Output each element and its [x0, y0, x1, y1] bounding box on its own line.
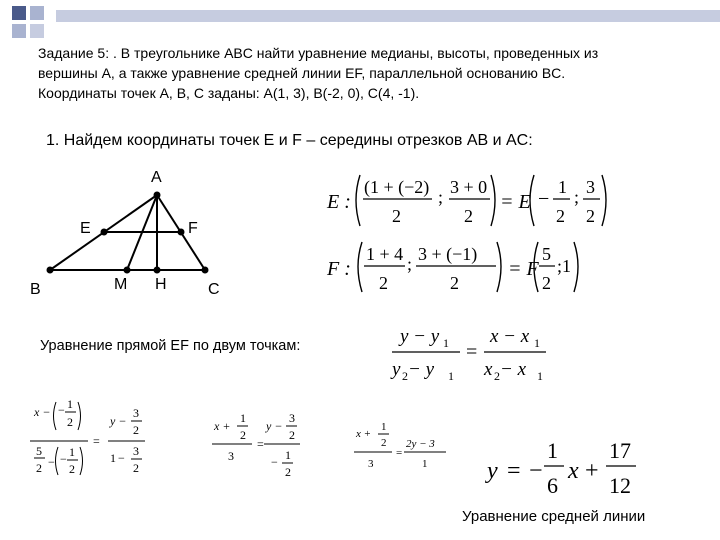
- formula-e-rsep: ;: [574, 187, 580, 207]
- label-e: E: [80, 220, 91, 237]
- header-decoration: [0, 0, 720, 40]
- formula-e-rden2: 2: [586, 206, 595, 226]
- step-c-x-plus: x +: [356, 428, 372, 440]
- median-am: [127, 195, 157, 270]
- label-c: C: [208, 281, 220, 298]
- point-c: [202, 267, 209, 274]
- header-square-light-3: [30, 24, 44, 38]
- step-b-two3: 2: [285, 465, 291, 479]
- line-eq-num-left: y − y: [400, 326, 440, 347]
- step-c-three: 3: [368, 458, 374, 470]
- formula-e-rnum1: 1: [558, 177, 567, 197]
- step-a-two2: 2: [36, 461, 42, 475]
- final-eq: =: [507, 458, 521, 484]
- formula-f-num2: 3 + (−1): [418, 244, 478, 264]
- formula-f-rnum: 5: [542, 244, 551, 264]
- step-a-two3: 2: [69, 462, 75, 476]
- step-c-two-y-minus: 2y − 3: [406, 438, 435, 450]
- task-line-1: Задание 5: . В треугольнике ABC найти уравнение медианы, высоты, проведенных из: [38, 45, 599, 61]
- formula-e-sep: ;: [438, 187, 444, 207]
- final-y: y: [487, 458, 498, 484]
- line-eq-equals: =: [466, 341, 478, 363]
- final-d1: 6: [547, 473, 558, 498]
- header-band: [0, 0, 720, 40]
- point-a: [154, 192, 161, 199]
- line-eq-num-right: x − x: [490, 326, 530, 347]
- point-m: [124, 267, 131, 274]
- formula-f-rtail: ;1: [557, 256, 572, 276]
- line-eq-den-left-sub2: 2: [402, 369, 408, 383]
- line-eq-den-left-mid: − y: [408, 359, 435, 380]
- formula-f-rden: 2: [542, 273, 551, 293]
- step-b-eq: =: [257, 437, 264, 451]
- formula-e-neg: −: [538, 188, 550, 210]
- step-b-one: 1: [240, 411, 246, 425]
- label-h: H: [155, 276, 167, 293]
- label-f: F: [188, 220, 198, 237]
- final-n1: 1: [547, 438, 558, 463]
- label-m: M: [114, 276, 128, 293]
- line-eq-den-right-sub1: 1: [537, 369, 543, 383]
- line-eq-den-left-y: y: [392, 359, 401, 380]
- step-b-three1: 3: [228, 449, 234, 463]
- step-c-eq: =: [396, 447, 403, 459]
- step-a-x-minus: x −: [34, 405, 51, 419]
- point-f: [178, 229, 185, 236]
- final-n2: 17: [609, 438, 631, 463]
- line-eq-den-right-sub2: 2: [494, 369, 500, 383]
- formula-e-den2: 2: [464, 206, 473, 226]
- formula-e-num1: (1 + (−2): [364, 177, 430, 197]
- formula-e-rnum2: 3: [586, 177, 595, 197]
- step-b-y-minus: y −: [266, 419, 283, 433]
- final-d2: 12: [609, 473, 631, 498]
- point-b: [47, 267, 54, 274]
- formula-f-den1: 2: [379, 273, 388, 293]
- step-a-two1: 2: [67, 415, 73, 429]
- task-line-3: Координаты точек A, B, C заданы: A(1, 3), B(-2, 0), C(4, -1).: [38, 85, 420, 101]
- step-b-three2: 3: [289, 411, 295, 425]
- side-ac: [157, 195, 205, 270]
- midline-caption: Уравнение средней линии: [462, 508, 646, 525]
- step-b-x-plus: x +: [214, 419, 231, 433]
- point-e: [101, 229, 108, 236]
- formula-e-num2: 3 + 0: [450, 177, 488, 197]
- step-c-one: 1: [381, 421, 387, 433]
- step-a-three1: 3: [133, 406, 139, 420]
- header-square-dark: [12, 6, 26, 20]
- step-a-one1: 1: [67, 397, 73, 411]
- step-a-one2: 1: [69, 445, 75, 459]
- step-a-eq: =: [93, 434, 100, 448]
- line-eq-den-right-mid: − x: [500, 359, 527, 380]
- step-b-neg: −: [271, 455, 278, 469]
- step-a-neg3: −: [60, 452, 67, 466]
- step-b-two2: 2: [289, 428, 295, 442]
- point-h: [154, 267, 161, 274]
- header-square-light-1: [30, 6, 44, 20]
- formula-f-sep: ;: [407, 254, 413, 274]
- formula-f-den2: 2: [450, 273, 459, 293]
- final-neg: −: [529, 458, 543, 484]
- step-a-two4: 2: [133, 423, 139, 437]
- final-x: x: [568, 458, 579, 484]
- step-a-neg4: −: [118, 451, 125, 465]
- line-eq-den-right-x: x: [484, 359, 493, 380]
- formula-e-eq: = E: [500, 191, 531, 213]
- formula-e-rden1: 2: [556, 206, 565, 226]
- line-eq-den-left-sub1: 1: [448, 369, 454, 383]
- header-stripe: [56, 10, 720, 22]
- task-line-2: вершины A, а также уравнение средней линии EF, параллельной основанию BC.: [38, 65, 566, 81]
- line-eq-num-right-sub: 1: [534, 336, 540, 350]
- formula-f-eq: = F: [508, 258, 539, 280]
- formula-e-lhs: E :: [327, 191, 351, 213]
- step-1-heading: 1. Найдем координаты точек E и F – середины отрезков AB и AC:: [46, 132, 533, 149]
- step-c-one2: 1: [422, 458, 428, 470]
- step-c-two: 2: [381, 437, 387, 449]
- step-a-three2: 3: [133, 444, 139, 458]
- side-ab: [50, 195, 157, 270]
- step-a-y-minus: y −: [110, 414, 127, 428]
- step-a-two5: 2: [133, 461, 139, 475]
- task-statement: [38, 43, 698, 103]
- header-square-light-2: [12, 24, 26, 38]
- step-a-one3: 1: [110, 451, 116, 465]
- line-eq-num-left-sub: 1: [443, 336, 449, 350]
- final-plus: +: [585, 458, 599, 484]
- step-b-one2: 1: [285, 448, 291, 462]
- formula-f-lhs: F :: [327, 258, 351, 280]
- formula-e-den1: 2: [392, 206, 401, 226]
- formula-f-num1: 1 + 4: [366, 244, 404, 264]
- step-b-two1: 2: [240, 428, 246, 442]
- step-a-five: 5: [36, 444, 42, 458]
- step-a-neg2: −: [48, 455, 55, 469]
- step-a-neg1: −: [58, 403, 65, 417]
- label-b: B: [30, 281, 41, 298]
- line-equation-label: Уравнение прямой EF по двум точкам:: [40, 338, 301, 354]
- label-a: A: [151, 169, 162, 186]
